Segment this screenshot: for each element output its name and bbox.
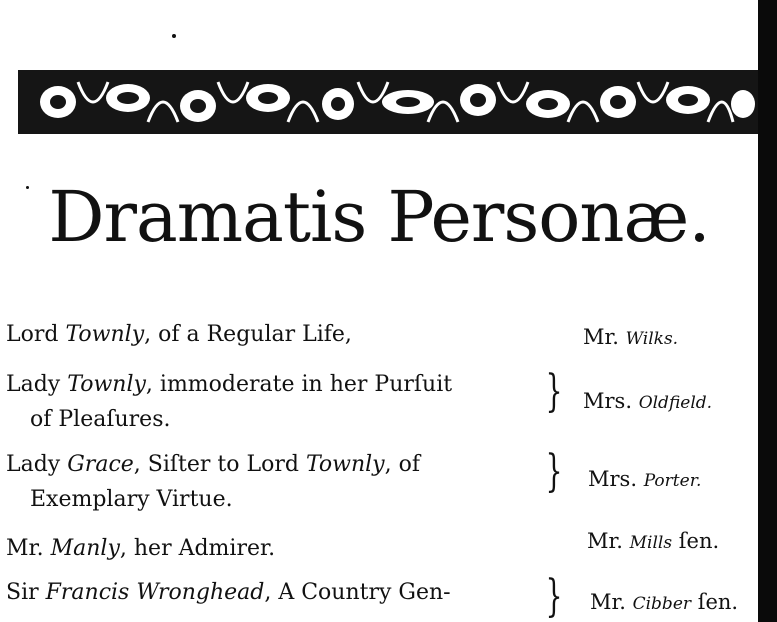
- role-line: Lord Townly, of a Regular Life,: [6, 322, 352, 347]
- role-line: Lady Grace, Siſter to Lord Townly, of: [6, 452, 420, 477]
- actor-name: Mr. Wilks.: [583, 325, 679, 349]
- ornament-band: [18, 62, 758, 142]
- role-line: Lady Townly, immoderate in her Purſuit: [6, 372, 453, 397]
- brace: }: [545, 446, 563, 497]
- actor-name: Mr. Cibber ſen.: [590, 590, 739, 614]
- role-line: Sir Francis Wronghead, A Country Gen-: [6, 580, 451, 605]
- page-edge-shadow: [758, 0, 777, 622]
- actor-name: Mrs. Porter.: [588, 467, 702, 491]
- ink-speck: [172, 34, 176, 38]
- page-title: Dramatis Personæ.: [48, 176, 710, 258]
- role-line-continuation: Exemplary Virtue.: [30, 487, 233, 512]
- brace: }: [545, 571, 563, 622]
- actor-name: Mr. Mills ſen.: [587, 529, 720, 553]
- role-line: Mr. Manly, her Admirer.: [6, 536, 276, 561]
- role-line-continuation: of Pleaſures.: [30, 407, 171, 432]
- actor-name: Mrs. Oldfield.: [583, 389, 713, 413]
- brace: }: [545, 366, 563, 417]
